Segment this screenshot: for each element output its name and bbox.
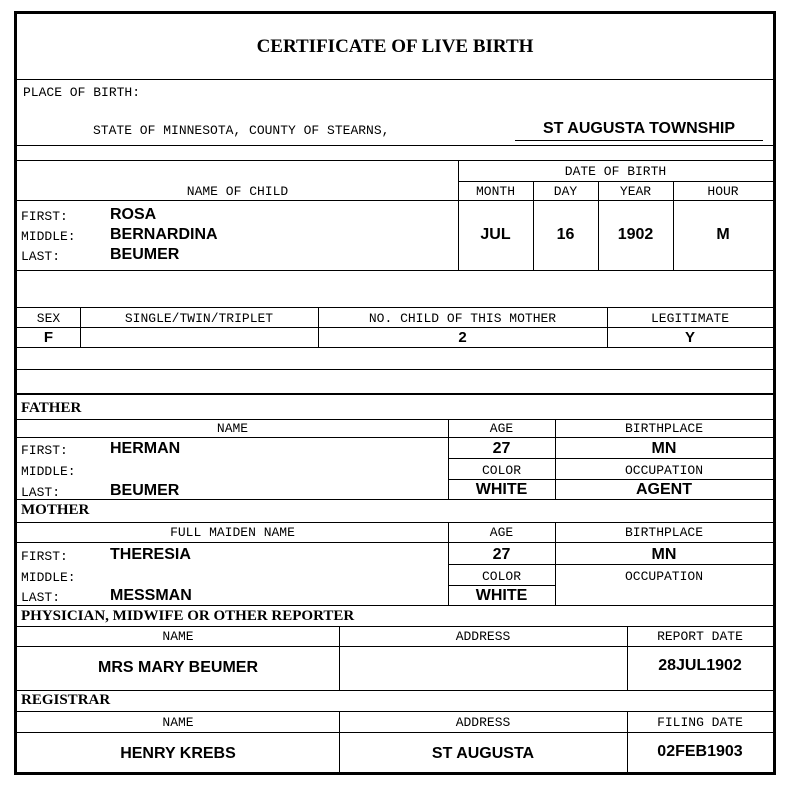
child-number-value: 2 — [458, 329, 467, 346]
mother-color-header: COLOR — [481, 569, 521, 584]
divider — [17, 145, 773, 146]
registrar-name-header: NAME — [162, 715, 194, 730]
physician-address-header: ADDRESS — [455, 629, 511, 644]
report-date-header: REPORT DATE — [657, 629, 743, 644]
physician-name-value: MRS MARY BEUMER — [97, 659, 258, 676]
mother-middle-label: MIDDLE: — [21, 570, 76, 585]
report-date-value: 28JUL1902 — [658, 657, 742, 674]
date-of-birth-header: DATE OF BIRTH — [564, 164, 667, 179]
child-last-label: LAST: — [21, 249, 61, 264]
divider — [17, 626, 773, 627]
father-birthplace-value: MN — [651, 440, 677, 457]
divider — [17, 369, 773, 370]
divider — [17, 327, 773, 328]
child-last-name: BEUMER — [110, 246, 180, 263]
mother-section-title: MOTHER — [21, 502, 90, 518]
month-header: MONTH — [475, 184, 515, 199]
day-header: DAY — [553, 184, 578, 199]
township-value: ST AUGUSTA TOWNSHIP — [543, 120, 735, 137]
mother-name-header: FULL MAIDEN NAME — [170, 525, 295, 540]
divider — [17, 499, 773, 500]
divider — [17, 270, 773, 271]
birth-certificate — [14, 11, 776, 775]
mother-first-label: FIRST: — [21, 549, 68, 564]
place-of-birth-label: PLACE OF BIRTH: — [23, 85, 141, 100]
mother-last-label: LAST: — [21, 590, 61, 605]
divider — [17, 711, 773, 712]
filing-date-value: 02FEB1903 — [657, 743, 743, 760]
registrar-section-title: REGISTRAR — [21, 692, 111, 708]
mother-age-header: AGE — [489, 525, 514, 540]
birth-day-value: 16 — [556, 226, 575, 243]
father-birthplace-header: BIRTHPLACE — [624, 421, 703, 436]
child-first-label: FIRST: — [21, 209, 68, 224]
divider — [17, 79, 773, 80]
physician-section-title: PHYSICIAN, MIDWIFE OR OTHER REPORTER — [21, 608, 355, 624]
mother-age-value: 27 — [492, 546, 511, 563]
father-name-header: NAME — [216, 421, 249, 436]
divider — [17, 522, 773, 523]
mother-occupation-header: OCCUPATION — [624, 569, 703, 584]
mother-first-name: THERESIA — [110, 546, 191, 563]
mother-birthplace-header: BIRTHPLACE — [624, 525, 703, 540]
legitimate-value: Y — [684, 329, 695, 346]
father-color-header: COLOR — [481, 463, 521, 478]
divider — [17, 419, 773, 420]
divider — [17, 646, 773, 647]
divider — [17, 437, 773, 438]
birth-month-value: JUL — [480, 226, 511, 243]
plurality-header: SINGLE/TWIN/TRIPLET — [124, 311, 274, 326]
child-middle-label: MIDDLE: — [21, 229, 76, 244]
father-age-header: AGE — [489, 421, 514, 436]
child-middle-name: BERNARDINA — [110, 226, 218, 243]
state-county-text: STATE OF MINNESOTA, COUNTY OF STEARNS, — [93, 123, 390, 138]
name-of-child-header: NAME OF CHILD — [186, 184, 289, 199]
divider — [17, 200, 773, 201]
father-occupation-value: AGENT — [636, 481, 692, 498]
year-header: YEAR — [619, 184, 652, 199]
sex-value: F — [43, 329, 54, 346]
divider — [448, 564, 773, 565]
birth-hour-value: M — [716, 226, 730, 243]
child-first-name: ROSA — [110, 206, 157, 223]
father-middle-label: MIDDLE: — [21, 464, 76, 479]
divider — [17, 542, 773, 543]
mother-color-value: WHITE — [475, 587, 528, 604]
legitimate-header: LEGITIMATE — [650, 311, 729, 326]
mother-last-name: MESSMAN — [110, 587, 192, 604]
divider — [17, 347, 773, 348]
registrar-address-value: ST AUGUSTA — [431, 745, 535, 762]
divider — [17, 690, 773, 691]
divider — [448, 458, 773, 459]
father-last-label: LAST: — [21, 485, 61, 500]
divider — [17, 307, 773, 308]
divider — [17, 160, 773, 161]
certificate-title: CERTIFICATE OF LIVE BIRTH — [256, 36, 534, 57]
divider — [17, 732, 773, 733]
sex-header: SEX — [36, 311, 61, 326]
township-underline — [515, 140, 763, 141]
father-section-title: FATHER — [21, 400, 82, 416]
father-first-name: HERMAN — [110, 440, 181, 457]
mother-birthplace-value: MN — [651, 546, 677, 563]
birth-year-value: 1902 — [617, 226, 654, 243]
divider — [448, 479, 773, 480]
father-color-value: WHITE — [475, 481, 528, 498]
filing-date-header: FILING DATE — [657, 715, 743, 730]
father-occupation-header: OCCUPATION — [624, 463, 703, 478]
father-age-value: 27 — [492, 440, 511, 457]
divider — [458, 181, 773, 182]
child-number-header: NO. CHILD OF THIS MOTHER — [368, 311, 557, 326]
divider — [17, 605, 773, 606]
hour-header: HOUR — [707, 184, 739, 199]
divider — [17, 393, 773, 395]
registrar-address-header: ADDRESS — [455, 715, 511, 730]
physician-name-header: NAME — [162, 629, 194, 644]
divider — [448, 585, 555, 586]
father-last-name: BEUMER — [110, 482, 180, 499]
father-first-label: FIRST: — [21, 443, 68, 458]
registrar-name-value: HENRY KREBS — [120, 745, 236, 762]
